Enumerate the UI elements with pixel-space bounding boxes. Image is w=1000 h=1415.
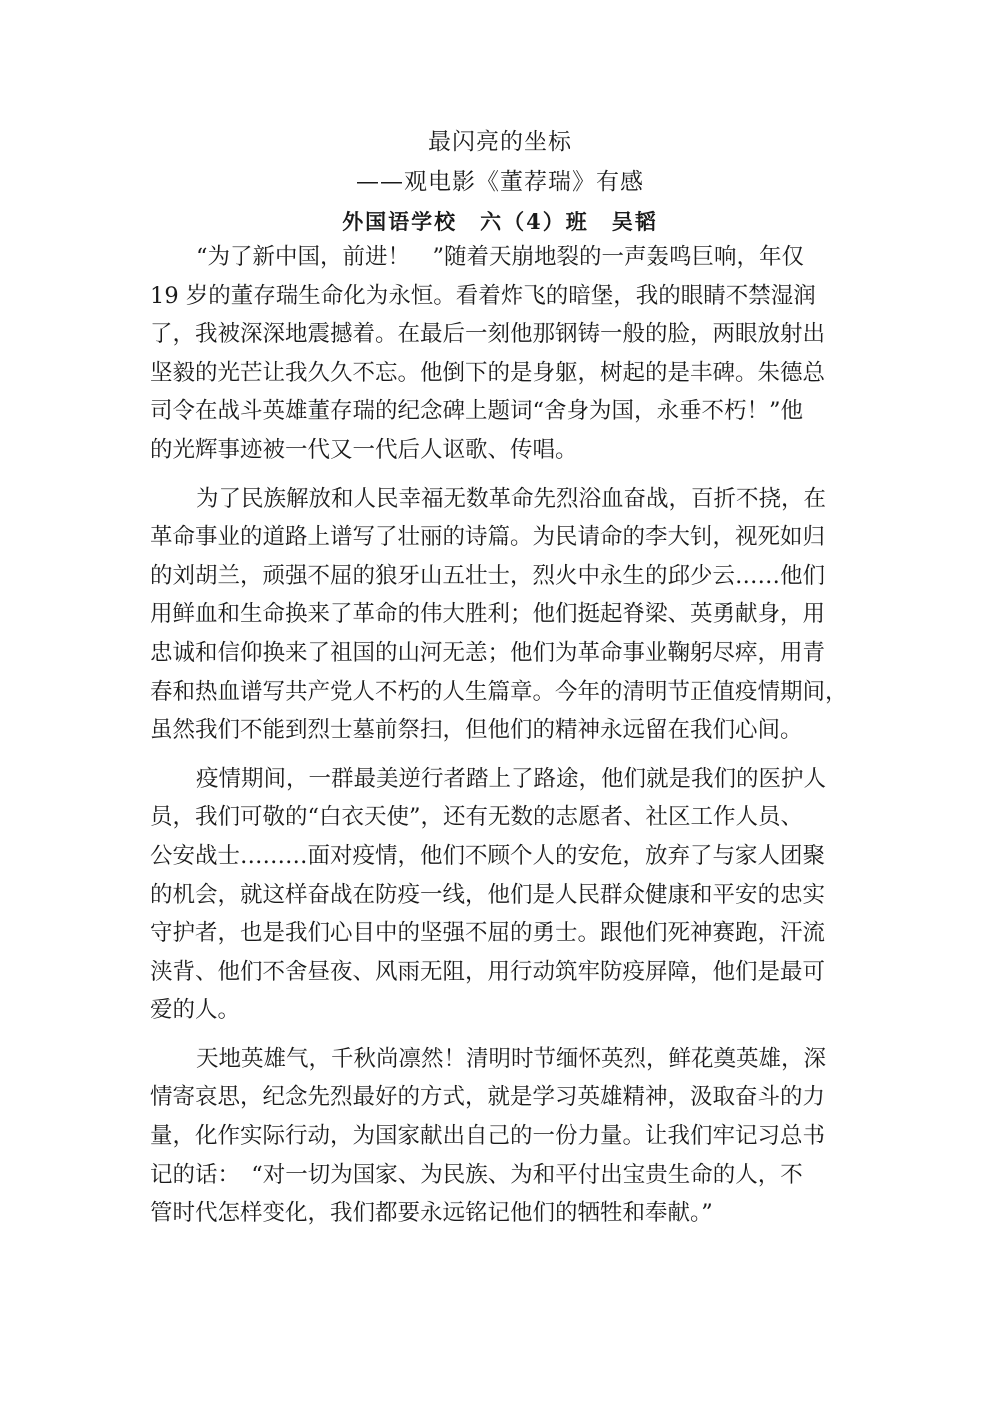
paragraph-line: 革命事业的道路上谱写了壮丽的诗篇。为民请命的李大钊，视死如归 [150,524,826,551]
paragraph-line: 守护者，也是我们心目中的坚强不屈的勇士。跟他们死神赛跑，汗流 [150,920,826,947]
paragraph-line: 春和热血谱写共产党人不朽的人生篇章。今年的清明节正值疫情期间， [150,678,848,705]
paragraph-line: 了，我被深深地震撼着。在最后一刻他那钢铸一般的脸，两眼放射出 [150,321,826,348]
paragraph-line: 浃背、他们不舍昼夜、风雨无阻，用行动筑牢防疫屏障，他们是最可 [150,958,826,985]
paragraph-line: 19 岁的董存瑞生命化为永恒。看着炸飞的暗堡，我的眼睛不禁湿润 [150,282,816,309]
paragraph-line: 员，我们可敬的“白衣天使”，还有无数的志愿者、社区工作人员、 [150,804,804,831]
paragraph-line: 司令在战斗英雄董存瑞的纪念碑上题词“舍身为国，永垂不朽！”他 [150,398,804,425]
paragraph-line: 忠诚和信仰换来了祖国的山河无恙；他们为革命事业鞠躬尽瘁，用青 [150,639,826,666]
document-body [150,238,856,1233]
paragraph-line: 量，化作实际行动，为国家献出自己的一份力量。让我们牢记习总书 [150,1123,826,1150]
paragraph-1 [150,238,856,470]
paragraph-line: 情寄哀思，纪念先烈最好的方式，就是学习英雄精神，汲取奋斗的力 [150,1084,826,1111]
paragraph-line: 天地英雄气，千秋尚凛然！清明时节缅怀英烈，鲜花奠英雄，深 [196,1045,827,1072]
paragraph-4 [150,1040,856,1233]
paragraph-line: 记的话： “对一切为国家、为民族、为和平付出宝贵生命的人，不 [150,1161,803,1188]
paragraph-line: 用鲜血和生命换来了革命的伟大胜利；他们挺起脊梁、英勇献身，用 [150,601,826,628]
paragraph-line: 的机会，就这样奋战在防疫一线，他们是人民群众健康和平安的忠实 [150,881,826,908]
paragraph-line: 公安战士………面对疫情，他们不顾个人的安危，放弃了与家人团聚 [150,842,826,869]
paragraph-line: 虽然我们不能到烈士墓前祭扫，但他们的精神永远留在我们心间。 [150,717,803,744]
paragraph-line: “为了新中国，前进！ ”随着天崩地裂的一声轰鸣巨响，年仅 [196,244,805,270]
document-subtitle: ——观电影《董荐瑞》有感 [356,169,644,195]
paragraph-line: 的刘胡兰，顽强不屈的狼牙山五壮士，烈火中永生的邱少云……他们 [150,562,826,589]
document-title: 最闪亮的坐标 [428,129,572,155]
paragraph-line: 爱的人。 [150,997,241,1024]
paragraph-line: 为了民族解放和人民幸福无数革命先烈浴血奋战，百折不挠，在 [196,485,827,512]
paragraph-2 [150,480,856,750]
paragraph-line: 管时代怎样变化，我们都要永远铭记他们的牺牲和奉献。” [150,1200,713,1227]
paragraph-line: 坚毅的光芒让我久久不忘。他倒下的是身躯，树起的是丰碑。朱德总 [150,359,826,386]
author-byline: 外国语学校 六（4）班 吴韬 [342,209,658,234]
paragraph-line: 疫情期间，一群最美逆行者踏上了路途，他们就是我们的医护人 [196,765,827,792]
paragraph-3 [150,760,856,1030]
paragraph-line: 的光辉事迹被一代又一代后人讴歌、传唱。 [150,436,578,463]
